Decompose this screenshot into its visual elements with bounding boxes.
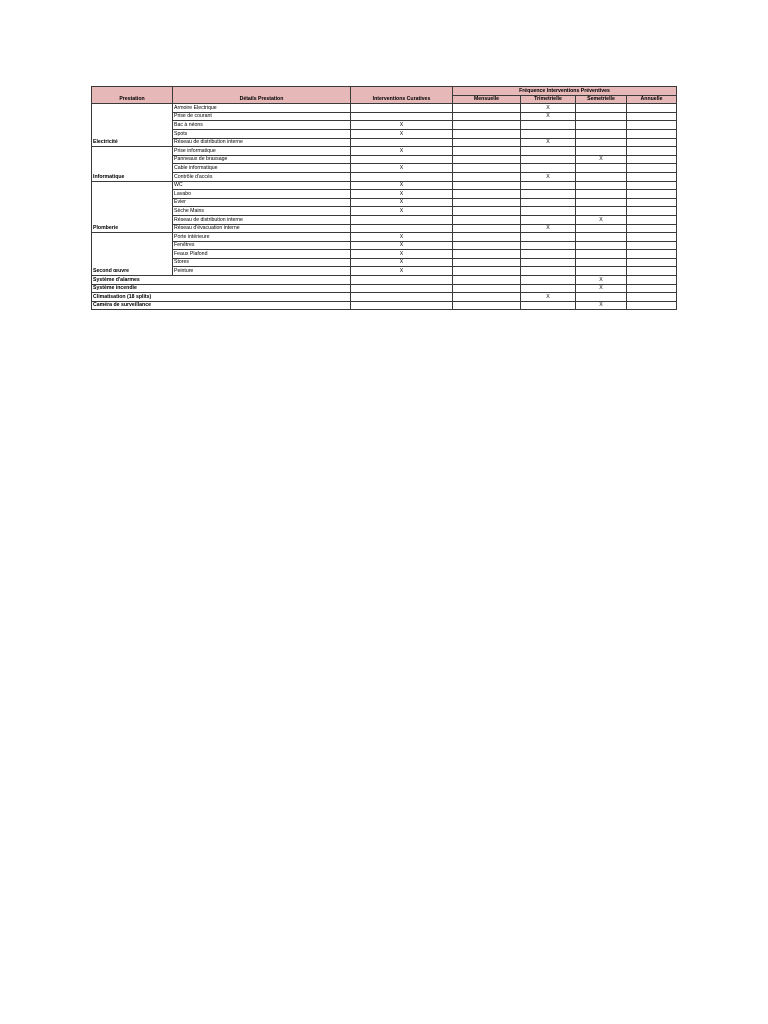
semestrielle-cell — [576, 224, 627, 233]
curative-cell: X — [351, 129, 453, 138]
mensuelle-cell — [453, 198, 521, 207]
preventive-frequency-header: Fréquence Interventions Préventives — [453, 87, 677, 96]
table-row — [92, 241, 677, 250]
curative-cell: X — [351, 258, 453, 267]
detail-cell: Peinture — [173, 267, 351, 276]
semestrielle-cell — [576, 198, 627, 207]
table-row — [92, 293, 677, 302]
prestation-category — [92, 198, 173, 207]
detail-cell: Stores — [173, 258, 351, 267]
prestation-category — [92, 104, 173, 113]
semestrielle-cell — [576, 164, 627, 173]
semestrielle-cell — [576, 172, 627, 181]
prestation-category: Electricité — [92, 138, 173, 147]
curative-cell: X — [351, 190, 453, 199]
detail-cell: Panneaux de brassage — [173, 155, 351, 164]
prestation-category — [92, 164, 173, 173]
table-row — [92, 284, 677, 293]
prestation-category: Plomberie — [92, 224, 173, 233]
trimestrielle-header: Trimetrielle — [521, 95, 576, 104]
annuelle-header: Annuelle — [627, 95, 677, 104]
mensuelle-cell — [453, 233, 521, 242]
mensuelle-cell — [453, 241, 521, 250]
detail-cell: Contrôle d'accès — [173, 172, 351, 181]
detail-cell: WC — [173, 181, 351, 190]
annuelle-cell — [627, 190, 677, 199]
mensuelle-cell — [453, 147, 521, 156]
table-row — [92, 233, 677, 242]
annuelle-cell — [627, 138, 677, 147]
semestrielle-cell — [576, 121, 627, 130]
table-row — [92, 207, 677, 216]
detail-cell: Bac à néons — [173, 121, 351, 130]
mensuelle-cell — [453, 172, 521, 181]
annuelle-cell — [627, 301, 677, 310]
trimestrielle-cell — [521, 164, 576, 173]
curative-cell — [351, 215, 453, 224]
semestrielle-cell — [576, 181, 627, 190]
trimestrielle-cell — [521, 241, 576, 250]
semestrielle-cell: X — [576, 276, 627, 285]
curative-cell: X — [351, 181, 453, 190]
curative-cell: X — [351, 147, 453, 156]
trimestrielle-cell — [521, 267, 576, 276]
semestrielle-cell — [576, 241, 627, 250]
semestrielle-cell — [576, 293, 627, 302]
curative-cell — [351, 224, 453, 233]
detail-cell: Armoire Electrique — [173, 104, 351, 113]
semestrielle-cell: X — [576, 301, 627, 310]
trimestrielle-cell — [521, 276, 576, 285]
prestation-header: Prestation — [92, 95, 173, 104]
semestrielle-cell: X — [576, 155, 627, 164]
table-row — [92, 104, 677, 113]
annuelle-cell — [627, 104, 677, 113]
trimestrielle-cell: X — [521, 293, 576, 302]
prestation-category — [92, 129, 173, 138]
trimestrielle-cell — [521, 147, 576, 156]
trimestrielle-cell — [521, 198, 576, 207]
prestation-category — [92, 121, 173, 130]
annuelle-cell — [627, 198, 677, 207]
trimestrielle-cell: X — [521, 224, 576, 233]
trimestrielle-cell — [521, 250, 576, 259]
system-label: Système incendie — [92, 284, 351, 293]
curative-cell: X — [351, 207, 453, 216]
mensuelle-cell — [453, 250, 521, 259]
trimestrielle-cell — [521, 301, 576, 310]
annuelle-cell — [627, 207, 677, 216]
mensuelle-cell — [453, 267, 521, 276]
semestrielle-cell — [576, 190, 627, 199]
mensuelle-cell — [453, 258, 521, 267]
trimestrielle-cell — [521, 181, 576, 190]
detail-cell: Réseau de distribution interne — [173, 215, 351, 224]
annuelle-cell — [627, 121, 677, 130]
mensuelle-cell — [453, 121, 521, 130]
semestrielle-cell — [576, 147, 627, 156]
detail-cell: Fenêtres — [173, 241, 351, 250]
mensuelle-cell — [453, 155, 521, 164]
annuelle-cell — [627, 293, 677, 302]
prestation-category: Informatique — [92, 172, 173, 181]
table-row — [92, 215, 677, 224]
prestation-category — [92, 215, 173, 224]
detail-cell: Cable informatique — [173, 164, 351, 173]
system-label: Système d'alarmes — [92, 276, 351, 285]
table-row — [92, 258, 677, 267]
trimestrielle-cell — [521, 258, 576, 267]
semestrielle-cell — [576, 258, 627, 267]
semestrielle-cell: X — [576, 215, 627, 224]
trimestrielle-cell — [521, 155, 576, 164]
curative-cell — [351, 138, 453, 147]
trimestrielle-cell — [521, 190, 576, 199]
semestrielle-cell — [576, 250, 627, 259]
mensuelle-cell — [453, 138, 521, 147]
prestation-category — [92, 147, 173, 156]
prestation-category — [92, 207, 173, 216]
trimestrielle-cell — [521, 207, 576, 216]
annuelle-cell — [627, 155, 677, 164]
curative-cell — [351, 104, 453, 113]
annuelle-cell — [627, 164, 677, 173]
semestrielle-cell — [576, 138, 627, 147]
curative-cell: X — [351, 198, 453, 207]
table-row — [92, 267, 677, 276]
annuelle-cell — [627, 267, 677, 276]
curative-cell: X — [351, 164, 453, 173]
semestrielle-cell — [576, 129, 627, 138]
table-row — [92, 276, 677, 285]
header-row-group — [92, 87, 677, 96]
mensuelle-cell — [453, 190, 521, 199]
annuelle-cell — [627, 215, 677, 224]
semestrielle-cell — [576, 267, 627, 276]
trimestrielle-cell: X — [521, 112, 576, 121]
table-row — [92, 129, 677, 138]
annuelle-cell — [627, 233, 677, 242]
table-row — [92, 121, 677, 130]
trimestrielle-cell — [521, 233, 576, 242]
maintenance-frequency-table — [91, 86, 677, 310]
table-row — [92, 190, 677, 199]
annuelle-cell — [627, 284, 677, 293]
curative-cell — [351, 293, 453, 302]
detail-cell: Sèche Mains — [173, 207, 351, 216]
trimestrielle-cell: X — [521, 138, 576, 147]
table-row — [92, 301, 677, 310]
detail-cell: Réseau de distribution interne — [173, 138, 351, 147]
annuelle-cell — [627, 172, 677, 181]
prestation-category — [92, 241, 173, 250]
table-row — [92, 138, 677, 147]
header-spacer — [173, 87, 351, 96]
mensuelle-cell — [453, 129, 521, 138]
table-row — [92, 164, 677, 173]
table-row — [92, 198, 677, 207]
semestrielle-cell — [576, 104, 627, 113]
prestation-category: Second œuvre — [92, 267, 173, 276]
mensuelle-cell — [453, 215, 521, 224]
mensuelle-cell — [453, 224, 521, 233]
header-spacer — [92, 87, 173, 96]
table-row — [92, 112, 677, 121]
trimestrielle-cell: X — [521, 104, 576, 113]
table-row — [92, 172, 677, 181]
detail-cell: Réseau d'évacuation interne — [173, 224, 351, 233]
mensuelle-cell — [453, 164, 521, 173]
curative-cell — [351, 284, 453, 293]
curative-cell — [351, 301, 453, 310]
details-header: Détails Prestation — [173, 95, 351, 104]
system-label: Caméra de surveillance — [92, 301, 351, 310]
semestrielle-cell — [576, 233, 627, 242]
curative-cell: X — [351, 233, 453, 242]
semestrielle-cell — [576, 112, 627, 121]
detail-cell: Spots — [173, 129, 351, 138]
detail-cell: Porte intérieure — [173, 233, 351, 242]
detail-cell: Lavabo — [173, 190, 351, 199]
prestation-category — [92, 258, 173, 267]
trimestrielle-cell — [521, 215, 576, 224]
table-row — [92, 147, 677, 156]
prestation-category — [92, 190, 173, 199]
trimestrielle-cell: X — [521, 172, 576, 181]
annuelle-cell — [627, 241, 677, 250]
table-row — [92, 250, 677, 259]
table-row — [92, 224, 677, 233]
mensuelle-cell — [453, 112, 521, 121]
prestation-category — [92, 181, 173, 190]
detail-cell: Prise informatique — [173, 147, 351, 156]
table-row — [92, 155, 677, 164]
semestrielle-cell: X — [576, 284, 627, 293]
annuelle-cell — [627, 224, 677, 233]
table-body — [92, 104, 677, 310]
mensuelle-cell — [453, 104, 521, 113]
detail-cell: Evier — [173, 198, 351, 207]
prestation-category — [92, 155, 173, 164]
trimestrielle-cell — [521, 129, 576, 138]
mensuelle-header: Mensuelle — [453, 95, 521, 104]
detail-cell: Feaux Plafond — [173, 250, 351, 259]
annuelle-cell — [627, 276, 677, 285]
table-row — [92, 181, 677, 190]
prestation-category — [92, 112, 173, 121]
mensuelle-cell — [453, 284, 521, 293]
curative-cell: X — [351, 250, 453, 259]
system-label: Climatisation (18 splits) — [92, 293, 351, 302]
prestation-category — [92, 233, 173, 242]
curative-cell: X — [351, 121, 453, 130]
curative-cell — [351, 112, 453, 121]
curative-cell: X — [351, 241, 453, 250]
annuelle-cell — [627, 112, 677, 121]
header-row-columns — [92, 95, 677, 104]
annuelle-cell — [627, 250, 677, 259]
semestrielle-cell — [576, 207, 627, 216]
curative-cell — [351, 276, 453, 285]
annuelle-cell — [627, 129, 677, 138]
semestrielle-header: Semetrielle — [576, 95, 627, 104]
curative-cell — [351, 155, 453, 164]
mensuelle-cell — [453, 181, 521, 190]
annuelle-cell — [627, 258, 677, 267]
annuelle-cell — [627, 147, 677, 156]
annuelle-cell — [627, 181, 677, 190]
curative-cell — [351, 172, 453, 181]
mensuelle-cell — [453, 293, 521, 302]
trimestrielle-cell — [521, 284, 576, 293]
detail-cell: Prise de courant — [173, 112, 351, 121]
mensuelle-cell — [453, 301, 521, 310]
prestation-category — [92, 250, 173, 259]
header-spacer — [351, 87, 453, 96]
mensuelle-cell — [453, 276, 521, 285]
trimestrielle-cell — [521, 121, 576, 130]
curatives-header: Interventions Curatives — [351, 95, 453, 104]
curative-cell: X — [351, 267, 453, 276]
mensuelle-cell — [453, 207, 521, 216]
